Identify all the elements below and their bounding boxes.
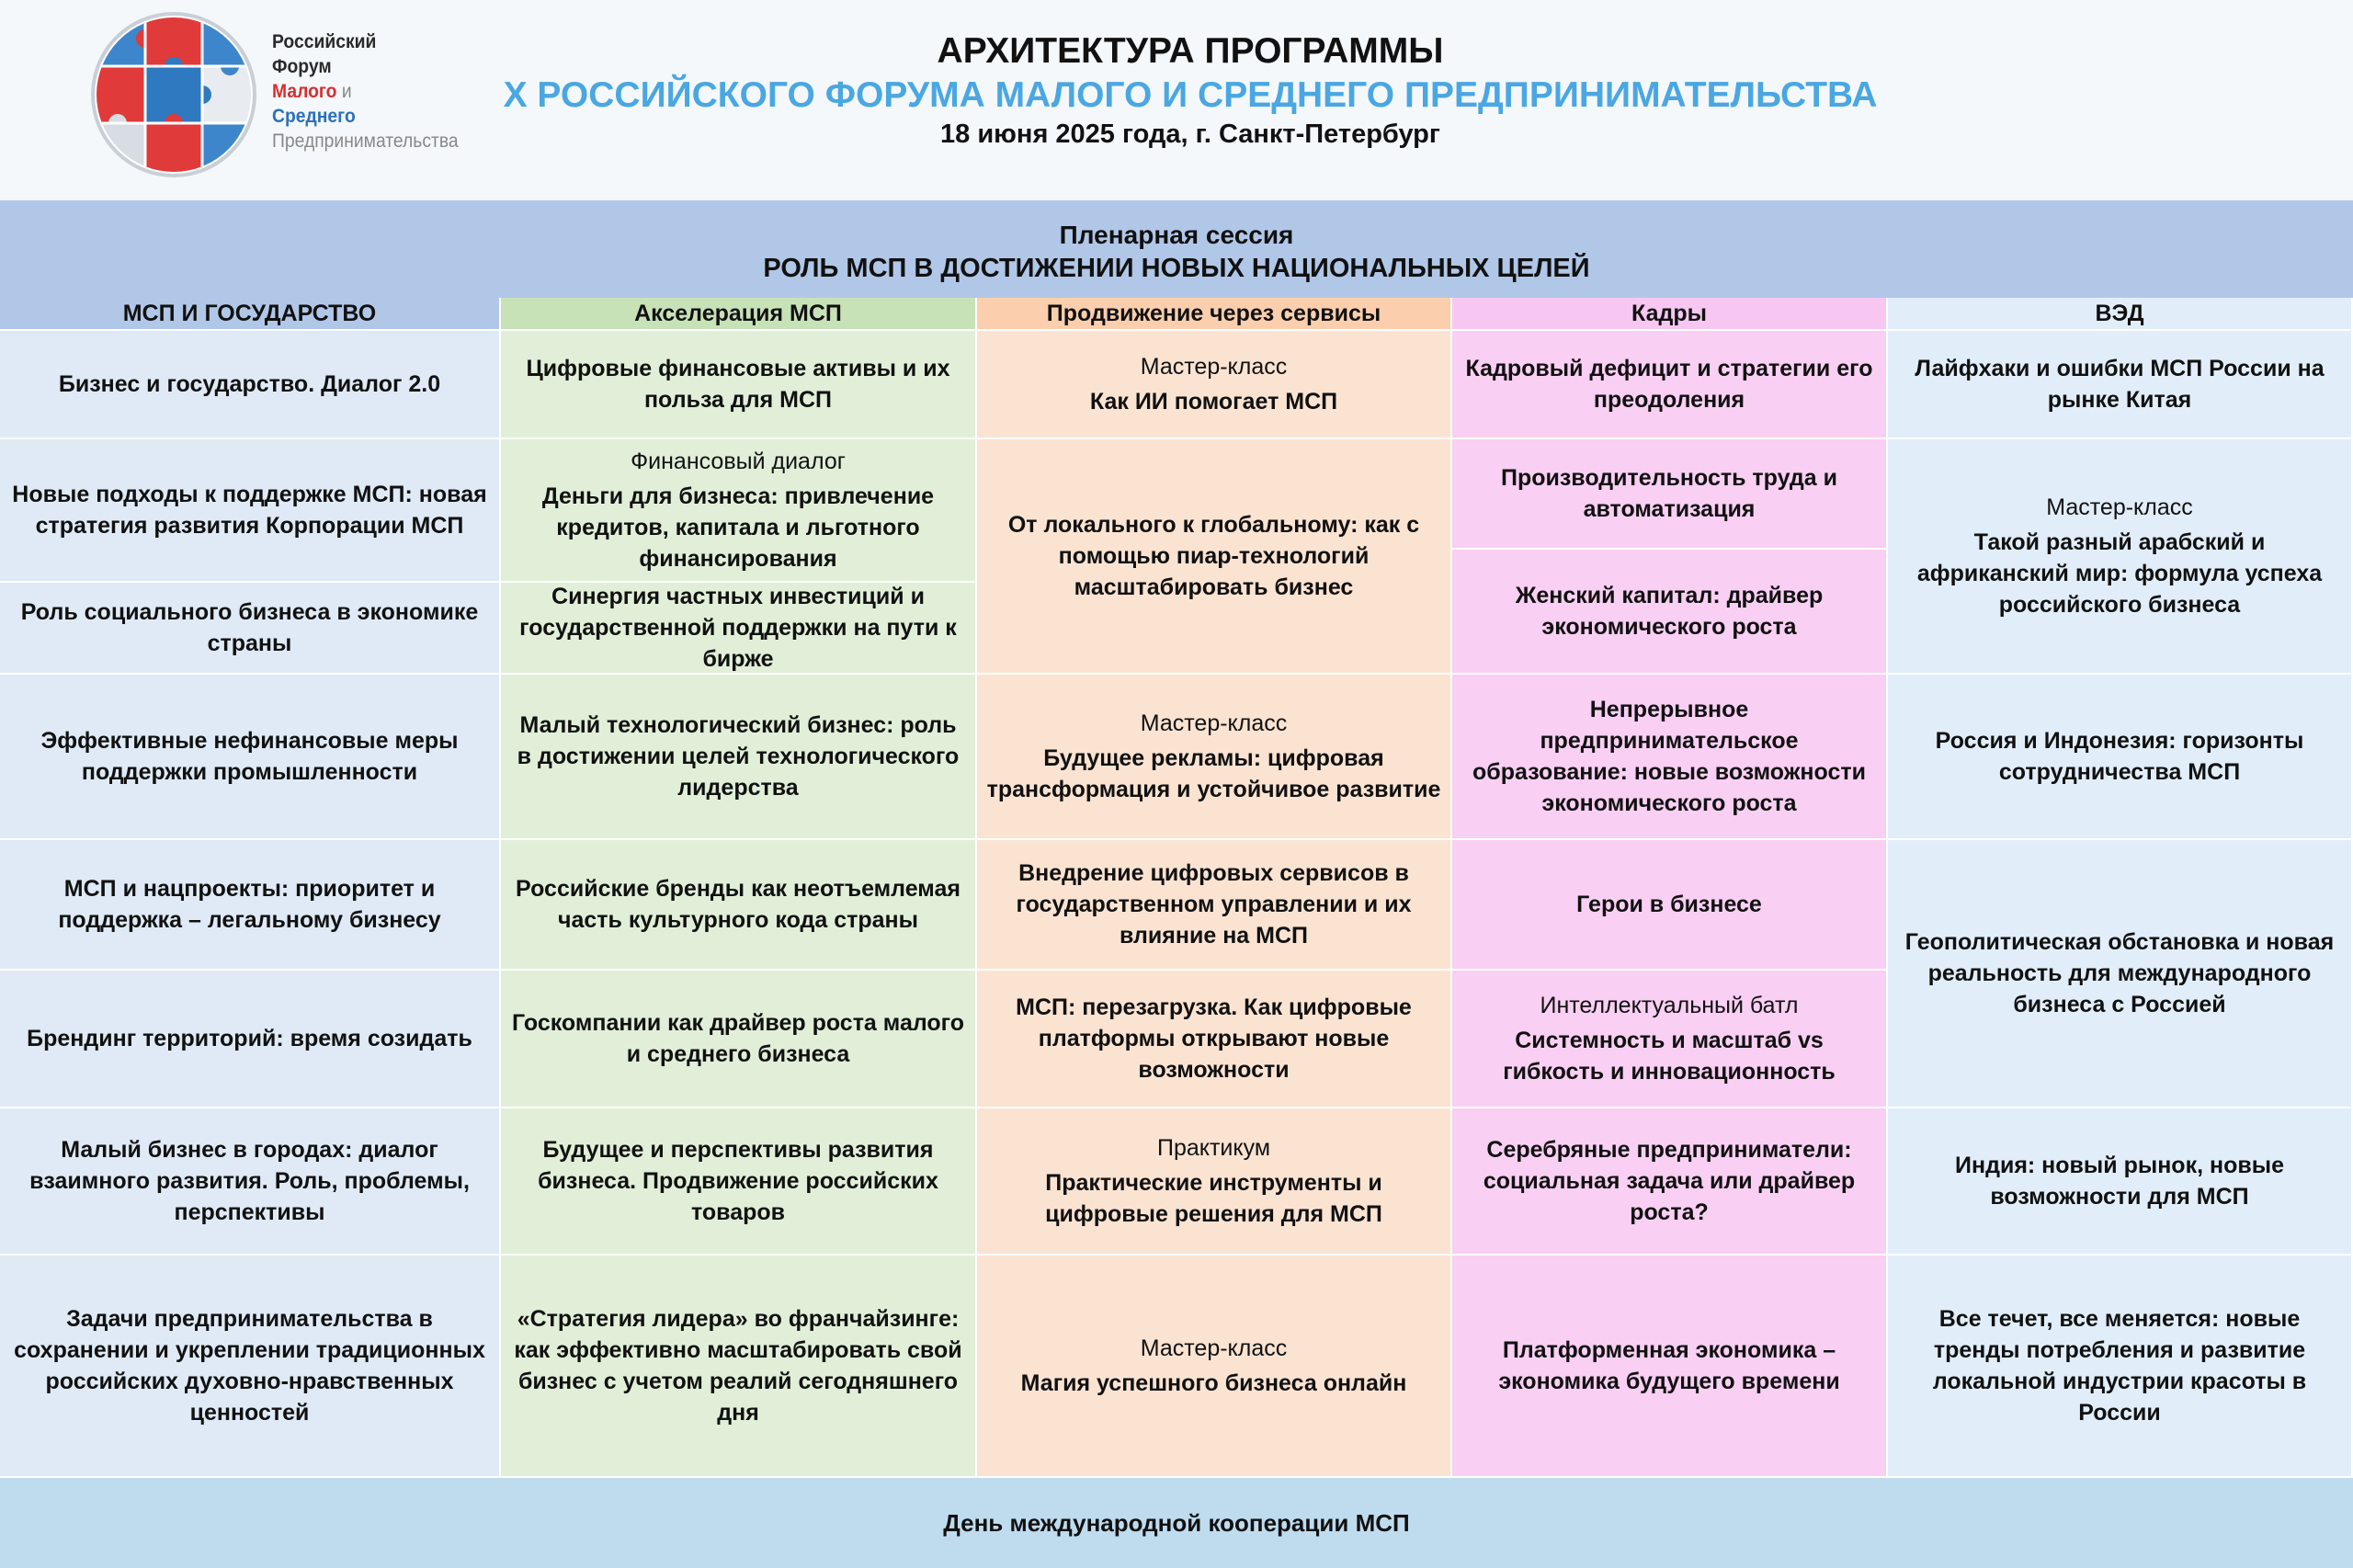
session-title: Такой разный арабский и африканский мир: формула успеха российского бизнеса (1916, 529, 2323, 618)
session-card[interactable] (1888, 331, 2353, 439)
session-card[interactable] (977, 1108, 1452, 1256)
session-card[interactable] (501, 583, 977, 675)
session-card[interactable] (1452, 1108, 1888, 1256)
session-card[interactable] (977, 971, 1452, 1108)
header (0, 0, 2353, 200)
session-title: Внедрение цифровых сервисов в государственном управлении и их влияние на МСП (1016, 860, 1412, 949)
session-title: Эффективные нефинансовые меры поддержки промышленности (40, 728, 459, 785)
session-card[interactable] (1888, 840, 2353, 1108)
session-title: Задачи предпринимательства в сохранении и укреплении традиционных российских духовно-нравственных ценностей (14, 1306, 485, 1426)
session-title: Платформенная экономика – экономика будущего времени (1498, 1337, 1840, 1394)
session-card[interactable] (1888, 1256, 2353, 1478)
session-card[interactable] (977, 675, 1452, 840)
session-format: Мастер-класс (1140, 354, 1288, 380)
column-header-services: Продвижение через сервисы (977, 298, 1452, 331)
session-title: Кадровый дефицит и стратегии его преодоления (1465, 356, 1873, 413)
column-header-acceleration: Акселерация МСП (501, 298, 977, 331)
session-card[interactable] (1888, 675, 2353, 840)
session-card[interactable] (1888, 439, 2353, 675)
logo-line-2: Форум (272, 56, 332, 77)
footer-title: День международной кооперации МСП (943, 1508, 1410, 1537)
logo-line-4: Среднего (272, 106, 356, 127)
session-title: Малый технологический бизнес: роль в достижении целей технологического лидерства (517, 712, 960, 801)
plenary-label: Пленарная сессия (1059, 221, 1294, 249)
session-card[interactable] (501, 331, 977, 439)
session-title: Деньги для бизнеса: привлечение кредитов, капитала и льготного финансирования (541, 483, 935, 572)
session-title: Как ИИ помогает МСП (1089, 389, 1338, 415)
session-format: Практикум (1156, 1135, 1271, 1161)
session-title: Роль социального бизнеса в экономике страны (20, 599, 479, 656)
session-title: Магия успешного бизнеса онлайн (1020, 1370, 1407, 1396)
session-card[interactable] (0, 1108, 501, 1256)
session-title: Будущее рекламы: цифровая трансформация и устойчивое развитие (986, 745, 1441, 802)
session-title: Бизнес и государство. Диалог 2.0 (58, 371, 441, 397)
session-card[interactable] (501, 439, 977, 583)
session-card[interactable] (1452, 675, 1888, 840)
session-title: Малый бизнес в городах: диалог взаимного развития. Роль, проблемы, перспективы (29, 1137, 470, 1225)
session-card[interactable] (1452, 1256, 1888, 1478)
session-title: Практические инструменты и цифровые решения для МСП (1045, 1170, 1382, 1227)
session-title: Брендинг территорий: время созидать (27, 1026, 472, 1051)
session-title: Лайфхаки и ошибки МСП России на рынке Китая (1915, 356, 2325, 413)
logo-line-3-gray: и (336, 81, 352, 102)
session-title: Женский капитал: драйвер экономического роста (1515, 583, 1824, 640)
session-card[interactable] (501, 675, 977, 840)
session-card[interactable] (977, 331, 1452, 439)
plenary-session-banner[interactable] (0, 200, 2353, 298)
event-date: 18 июня 2025 года, г. Санкт-Петербург (940, 119, 1440, 149)
session-title: Непрерывное предпринимательское образование: новые возможности экономического роста (1472, 697, 1866, 816)
session-card[interactable] (501, 971, 977, 1108)
session-card[interactable] (501, 840, 977, 971)
session-card[interactable] (1452, 971, 1888, 1108)
session-title: Серебряные предприниматели: социальная задача или драйвер роста? (1483, 1137, 1856, 1225)
session-title: Производительность труда и автоматизация (1501, 465, 1837, 522)
session-card[interactable] (977, 840, 1452, 971)
column-header-foreign-trade: ВЭД (1888, 298, 2353, 331)
session-title: МСП и нацпроекты: приоритет и поддержка – легальному бизнесу (58, 876, 441, 933)
session-title: Будущее и перспективы развития бизнеса. Продвижение российских товаров (538, 1137, 938, 1225)
logo-line-3-red: Малого (272, 81, 337, 102)
plenary-title: РОЛЬ МСП В ДОСТИЖЕНИИ НОВЫХ НАЦИОНАЛЬНЫХ ЦЕЛЕЙ (763, 254, 1590, 283)
footer-banner[interactable] (0, 1478, 2353, 1568)
session-title: Герои в бизнесе (1576, 892, 1762, 917)
session-card[interactable] (1452, 439, 1888, 550)
session-card[interactable] (501, 1256, 977, 1478)
session-title: Российские бренды как неотъемлемая часть культурного кода страны (516, 876, 961, 933)
session-card[interactable] (0, 583, 501, 675)
session-card[interactable] (0, 1256, 501, 1478)
session-title: От локального к глобальному: как с помощью пиар-технологий масштабировать бизнес (1007, 512, 1420, 600)
session-card[interactable] (0, 971, 501, 1108)
session-format: Мастер-класс (1140, 1335, 1288, 1361)
session-title: Синергия частных инвестиций и государственной поддержки на пути к бирже (519, 584, 957, 672)
page-title: АРХИТЕКТУРА ПРОГРАММЫ (937, 31, 1444, 71)
column-header-msp-state: МСП И ГОСУДАРСТВО (0, 298, 501, 331)
session-card[interactable] (977, 439, 1452, 675)
session-card[interactable] (0, 439, 501, 583)
session-format: Мастер-класс (1140, 710, 1288, 736)
session-title: Системность и масштаб vs гибкость и инновационность (1503, 1028, 1836, 1085)
session-format: Финансовый диалог (631, 449, 846, 474)
session-card[interactable] (1452, 550, 1888, 675)
logo-line-5: Предпринимательства (272, 131, 459, 152)
session-card[interactable] (0, 840, 501, 971)
logo-line-1: Российский (272, 31, 377, 52)
session-card[interactable] (501, 1108, 977, 1256)
session-card[interactable] (977, 1256, 1452, 1478)
session-title: Цифровые финансовые активы и их польза для МСП (526, 356, 950, 413)
session-title: МСП: перезагрузка. Как цифровые платформы открывают новые возможности (1016, 994, 1412, 1083)
column-header-personnel: Кадры (1452, 298, 1888, 331)
session-card[interactable] (1888, 1108, 2353, 1256)
session-title: Все течет, все меняется: новые тренды потребления и развитие локальной индустрии красоты в России (1932, 1306, 2307, 1426)
session-card[interactable] (0, 331, 501, 439)
session-title: Госкомпании как драйвер роста малого и среднего бизнеса (511, 1010, 965, 1067)
session-card[interactable] (0, 675, 501, 840)
session-title: Россия и Индонезия: горизонты сотрудничества МСП (1935, 728, 2304, 785)
session-title: «Стратегия лидера» во франчайзинге: как эффективно масштабировать свой бизнес с учетом реалий сегодняшнего дня (514, 1306, 962, 1426)
session-card[interactable] (1452, 331, 1888, 439)
session-title: Индия: новый рынок, новые возможности для МСП (1955, 1153, 2284, 1210)
session-format: Мастер-класс (2046, 494, 2193, 520)
session-card[interactable] (1452, 840, 1888, 971)
session-title: Геополитическая обстановка и новая реальность для международного бизнеса с Россией (1904, 929, 2335, 1017)
session-format: Интеллектуальный батл (1540, 993, 1799, 1018)
session-title: Новые подходы к поддержке МСП: новая стратегия развития Корпорации МСП (12, 482, 487, 539)
page-subtitle: X РОССИЙСКОГО ФОРУМА МАЛОГО И СРЕДНЕГО ПРЕДПРИНИМАТЕЛЬСТВА (503, 75, 1878, 115)
